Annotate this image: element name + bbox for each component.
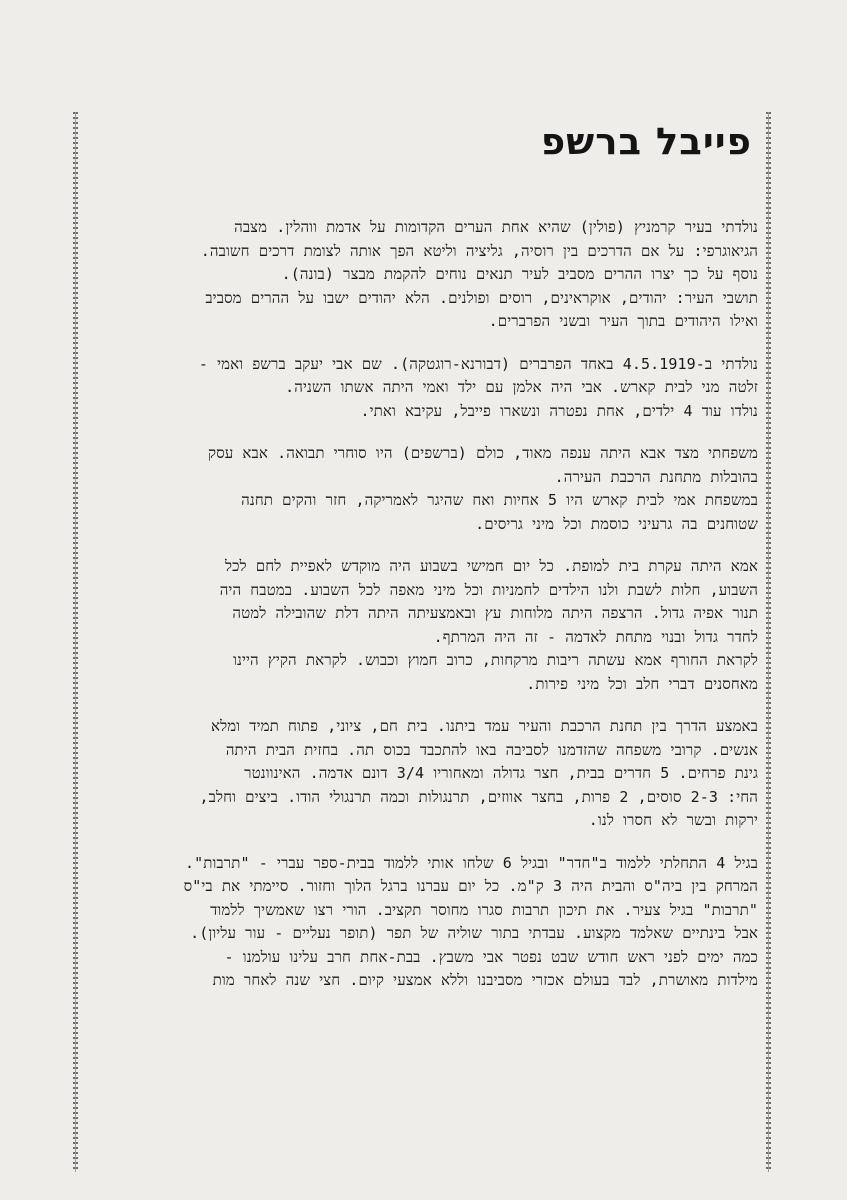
text-line: תנור אפיה גדול. הרצפה היתה מלוחות עץ ובאמצעיתה היתה דלת שהובילה למטה	[232, 604, 758, 622]
text-line: ואילו היהודים בתוך העיר ובשני הפרברים.	[488, 312, 758, 330]
text-line: אבל בינתיים שאלמד מקצוע. עבדתי בתור שוליה של תפר (תופר נעליים - עור עליון).	[190, 924, 758, 942]
text-line: משפחתי מצד אבא היתה ענפה מאוד, כולם (ברשפים) היו סוחרי תבואה. אבא עסק	[207, 444, 758, 462]
text-line: ירקות ובשר לא חסרו לנו.	[588, 811, 758, 829]
text-line: נוסף על כך יצרו ההרים מסביב לעיר תנאים נוחים להקמת מבצר (בונה).	[281, 265, 758, 283]
text-line: נולדתי בעיר קרמניץ (פולין) שהיא אחת הערים הקדומות על אדמת ווהלין. מצבה	[234, 218, 758, 236]
text-line: נולדו עוד 4 ילדים, אחת נפטרה ונשארו פייבל, עקיבא ואתי.	[360, 401, 758, 420]
text-line: הגיאוגרפי: על אם הדרכים בין רוסיה, גליציה וליטא הפך אותה לצומת דרכים חשובה.	[200, 241, 758, 260]
decorative-border-left	[73, 112, 78, 1172]
text-line: מאחסנים דברי חלב וכל מיני פירות.	[526, 674, 758, 693]
text-line: בהובלות מתחנת הרכבת העירה.	[554, 467, 758, 486]
paragraph-birth-family	[92, 353, 758, 424]
paragraph-mother-household	[92, 555, 758, 696]
paragraph-home	[92, 715, 758, 833]
text-line: השבוע, חלות לשבת ולנו הילדים לחמניות וכל מיני מאפה לכל השבוע. במטבח היה	[219, 580, 758, 599]
text-line: לחדר גדול ובנוי מתחת לאדמה - זה היה המרתף.	[433, 627, 758, 646]
paragraph-schooling	[92, 852, 758, 993]
text-line: נולדתי ב-4.5.1919 באחד הפרברים (דבורנא-רוגטקה). שם אבי יעקב ברשפ ואמי -	[198, 354, 758, 373]
page-title: פייבל ברשפ	[540, 120, 752, 163]
text-line: מילדות מאושרת, לבד בעולם אכזרי מסביבנו וללא אמצעי קיום. חצי שנה לאחר מות	[212, 971, 758, 989]
text-line: אמא היתה עקרת בית למופת. כל יום חמישי בשבוע היה מוקדש לאפיית לחם לכל	[225, 557, 758, 575]
text-line: שטוחנים בה גרעיני כוסמת וכל מיני גריסים.	[475, 514, 758, 533]
text-line: החי: 2-3 סוסים, 2 פרות, בחצר אווזים, תרנגולות וכמה תרנגולי הודו. ביצים וחלב,	[199, 787, 758, 806]
text-line: בגיל 4 התחלתי ללמוד ב"חדר" ובגיל 6 שלחו אותי ללמוד בבית-ספר עברי - "תרבות".	[184, 853, 758, 872]
text-line: אנשים. קרובי משפחה שהזדמנו לסביבה באו להתכבד בכוס תה. בחזית הבית היתה	[225, 740, 758, 759]
text-line: המרחק בין ביה"ס והבית היה 3 ק"מ. כל יום עברנו ברגל הלוך וחזור. סיימתי את בי"ס	[183, 877, 758, 895]
decorative-border-right	[766, 112, 771, 1172]
document-body	[92, 216, 758, 1012]
text-line: גינת פרחים. 5 חדרים בבית, חצר גדולה ומאחוריו 3/4 דונם אדמה. האינוונטר	[244, 764, 758, 782]
paragraph-extended-family	[92, 442, 758, 536]
text-line: במשפחת אמי לבית קארש היו 5 אחיות ואח שהיגר לאמריקה, חזר והקים תחנה	[241, 491, 758, 509]
paragraph-birthplace	[92, 216, 758, 334]
text-line: "תרבות" בגיל צעיר. את תיכון תרבות סגרו מחוסר תקציב. הורי רצו שאמשיך ללמוד	[210, 900, 758, 919]
text-line: לקראת החורף אמא עשתה ריבות מרקחות, כרוב חמוץ וכבוש. לקראת הקיץ היינו	[233, 651, 758, 669]
text-line: כמה ימים לפני ראש חודש שבט נפטר אבי משבץ. בבת-אחת חרב עלינו עולמנו -	[224, 947, 758, 966]
text-line: תושבי העיר: יהודים, אוקראינים, רוסים ופולנים. הלא יהודים ישבו על ההרים מסביב	[205, 288, 758, 307]
text-line: באמצע הדרך בין תחנת הרכבת והעיר עמד ביתנו. בית חם, ציוני, פתוח תמיד ומלא	[210, 717, 758, 735]
text-line: זלטה מני לבית קארש. אבי היה אלמן עם ילד ואמי היתה אשתו השניה.	[285, 378, 758, 396]
